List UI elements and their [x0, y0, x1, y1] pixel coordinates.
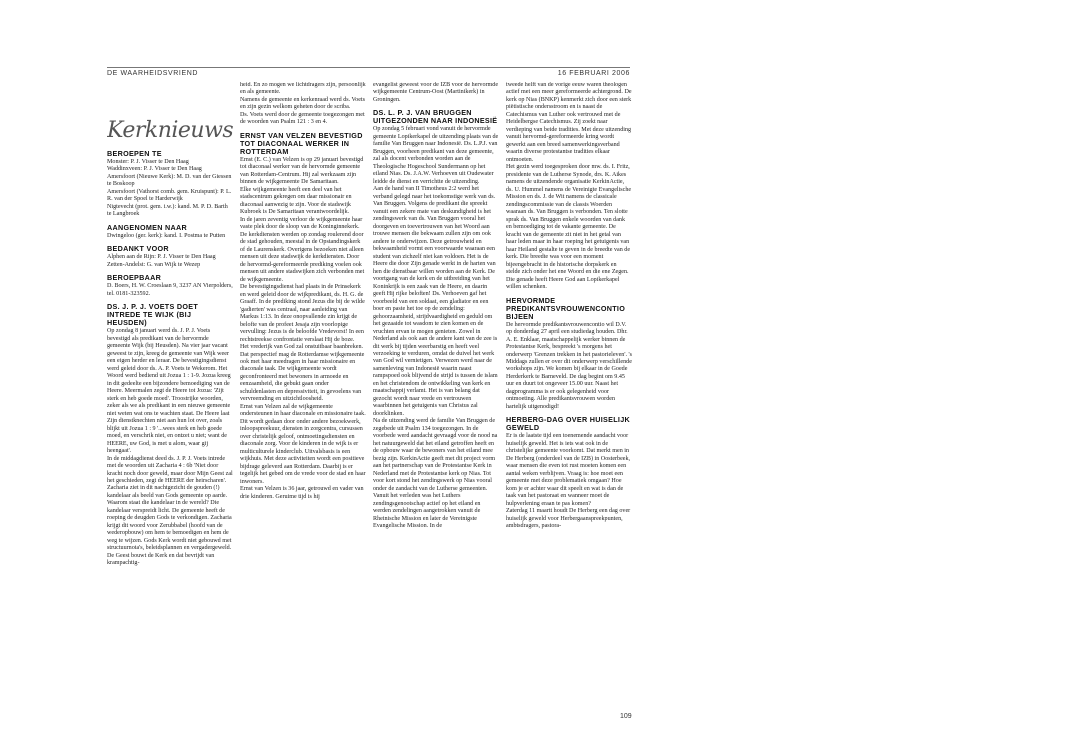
- heading-voets: DS. J. P. J. VOETS DOET INTREDE TE WIJK (BIJ HEUSDEN): [107, 302, 199, 328]
- text-vrouwencontio: De hervormde predikantsvrouwencontio wil D.V. op donderdag 27 april een studiedag houden. Dhr. A. E. Enklaar, maatschappelijk werker binnen de Protestantse Kerk, bespreekt 's morgens het onderwerp 'Grenzen trekken in het pastorieleven'. 's Middags zullen er over dit onderwerp verschillende workshops zijn. We komen bij elkaar in de Goede Herderkerk te Barneveld. De dag begint om 9.45 uur en duurt tot ongeveer 15.00 uur. Naast het dagprogramma is er ook gelegenheid voor ontmoeting. Alle predikantsvrouwen worden hartelijk uitgenodigd!: [506, 321, 632, 410]
- heading-velzen: ERNST VAN VELZEN BEVESTIGD TOT DIACONAAL WERKER IN ROTTERDAM: [240, 130, 363, 156]
- text-voets-continued: heid. En zo mogen we lichtdragers zijn, persoonlijk en als gemeente. Namens de gemeente en kerkenraad werd ds. Voets en zijn gezin welkom geheten door de scriba. Ds. Voets werd door de gemeente toegezongen met de woorden van Psalm 121 : 3 en 4.: [240, 82, 366, 126]
- heading-beroepen: BEROEPEN TE: [107, 149, 162, 158]
- heading-beroepbaar: BEROEPBAAR: [107, 273, 162, 283]
- heading-bruggen: DS. L. P. J. VAN BRUGGEN UITGEZONDEN NAAR INDONESIË: [373, 108, 498, 126]
- page-number: 109: [620, 713, 632, 720]
- text-beroepbaar: D. Boers, H. W. Croeslaan 9, 3237 AN Vierpolders, tel. 0181-323592.: [107, 283, 233, 297]
- text-voets: Op zondag 8 januari werd ds. J. P. J. Voets bevestigd als predikant van de hervormde gemeente Wijk (bij Heusden). Na vier jaar vacant geweest te zijn, kreeg de gemeente van Wijk weer een eigen herder en leraar. De bevestigingsdienst werd geleid door ds. A. P. Voets te Wekerom. Het Woord werd bediend uit Jozua 1 : 1-9. Jozua kreeg in dit gedeelte een bijzondere bemoediging van de Heere. Meermalen zegt de Heere tot Jozua: 'Zijt sterk en heb goede moed'. Troostrijke woorden, zeker als we als predikant in een nieuwe gemeente niet weten wat ons te wachten staat. De Heere laat Zijn dienstknechten niet aan hun lot over, zoals blijkt uit Jozua 1 : 9 '...wees sterk en heb goede moed, en verschrik niet, en ontzet u niet; want de HEERE, uw God, is met u alom, waar gij heengaat'. In de middagdienst deed ds. J. P. J. Voets intrede met de woorden uit Zacharia 4 : 6b 'Niet door kracht noch door geweld, maar door Mijn Geest zal het geschieden, zegt de HEERE der heirscharen'. Zacharia ziet in dit nachtgezicht de gouden (!) kandelaar als beeld van Gods gemeente op aarde. Waarom staat die kandelaar in de wereld? Die kandelaar verspreidt licht. De gemeente heeft de roeping de deugden Gods te verkondigen. Zacharia krijgt dit woord voor Zerubbabel (hoofd van de wederopbouw) om hem te bemoedigen en hem de weg te wijzen. Gods Kerk wordt niet gebouwd met structuurnota's, beleidsplannen en vergadergeweld. De Geest bouwt de Kerk en dat bevrijdt van krampachtig-: [107, 328, 233, 567]
- column-4: [506, 82, 632, 722]
- text-bruggen: Op zondag 5 februari vond vanuit de hervormde gemeente Lopikerkapel de uitzending plaats van de familie Van Bruggen naar Indonesië. Ds. L.P.J. van Bruggen, voorheen predikant van deze gemeente, zal als docent verbonden worden aan de Theologische Hogeschool Sundermann op het eiland Nias. Ds. J.A.W. Verhoeven uit Oudewater leidde de dienst en verrichtte de uitzending. Aan de hand van II Timotheus 2:2 werd het verband gelegd naar het toekomstige werk van ds. Van Bruggen. Volgens de predikant die spreekt vanuit een zekere mate van deskundigheid is het zendingswerk van ds. Van Bruggen vooral het doorgeven en toevertrouwen van het Woord aan trouwe mensen die bekwaam zullen zijn om ook andere te onderwijzen. Deze getrouwheid en bekwaamheid vormt een voorwaarde waaraan een student van zichzelf niet kan voldoen. Het is de Heere die door Zijn genade werkt in de harten van hen die dienstbaar willen worden aan de Kerk. De voortgang van de kerk en de uitbreiding van het Koninkrijk is een zaak van de Heere, en daarin geeft Hij rijke beloften! Ds. Verhoeven gaf het voorbeeld van een soldaat, een gladiator en een boer en paste het toe op de zendeling: gehoorzaamheid, strijdvaardigheid en geduld om het gezaaide tot wasdom te zien komen en de vruchten ervan te mogen genieten. Zowel in Nederland als ook aan de andere kant van de zee is dit werk bij tijden weerbarstig en heeft veel verzoeking te verduren, omdat de duivel het werk van God wil vernietigen. Verwezen werd naar de samenleving van Indonesië waarin naast rampspoed ook blijvend de strijd is tussen de islam en het christendom de ontwikkeling van kerk en maatschappij verlamt. Het is van belang dat gezocht wordt naar vrede en vertrouwen waarbinnen het getuigenis van Christus zal doorklinken. Na de uitzending werd de familie Van Bruggen de zegebede uit Psalm 134 toegezongen. In de voorbede werd aandacht gevraagd voor de nood na het natuurgeweld dat het eiland getroffen heeft en de opbouw waar de bewoners van het eiland mee bezig zijn. KerkinActie geeft met dit project vorm aan het partnerschap van de Protestantse Kerk in Nederland met de Protestantse kerk op Nias. Tot voor kort stond het zendingswerk op Nias vooral onder de zandacht van de Lutherse gemeenten. Vanuit het verleden was het Luthers zendingsgenootschap actief op het eiland en werden zendelingen aangetrokken vanuit de Rheinische Mission en later de Vereinigste Evangelische Mission. In de: [373, 126, 499, 530]
- text-bruggen-continued: tweede helft van de vorige eeuw waren theologen actief met een meer gereformeerde achtergrond. De kerk op Nias (BNKP) kenmerkt zich door een sterk piëtistische ondersstroom en is naast de Catechismus van Luther ook vertrouwd met de Heidelbergse Catechismus. Zij zoekt naar verdieping van beide tradities. Met deze uitzending vanuit hervormd-gereformeerde kring wordt gewerkt aan een breed samenwerkingsverband waarin diverse protestantse tradities elkaar ontmoeten. Het gezin werd toegesproken door mw. ds. I. Fritz, presidente van de Lutherse Synode, drs. K. Aikes namens de uitzendende organisatie KerkinActie, ds. U. Hummel namens de Vereinigte Evangelische Mission en ds. J. de Wit namens de classicale zendingscommissie van de classis Woerden waaraan ds. Van Bruggen is verbonden. Ten slotte sprak ds. Van Bruggen enkele woorden van dank en bemoediging tot de vakante gemeente. De kracht van de gemeente zit niet in het getal van haar leden maar in haar roeping het getuigenis van haar Heiland gestalte te geven in de breedte van de kerk. Die breedte was voor een moment bijeengebracht in de historische dorpskerk en stelde zich onder het ene Woord en die ene Zegen. Die genade heeft Heere God aan Lopikerkapel willen schenken.: [506, 82, 632, 291]
- column-3: [373, 82, 499, 722]
- text-beroepen: Monster: P. J. Visser te Den Haag Waddinxveen: P. J. Visser te Den Haag Amersfoort (Nieuwe Kerk): M. D. van der Giessen te Boskoop Amersfoort (Vathorst comb. gem. Kruispunt): P. L. R. van der Spoel te Harderwijk Nigtevecht (prot. gem. i.w.): kand. M. P. D. Barth te Langbroek: [107, 159, 232, 218]
- heading-aangenomen: AANGENOMEN NAAR: [107, 222, 187, 232]
- text-aangenomen: Dwingeloo (ger. kerk): kand. I. Postma te Putten: [107, 232, 226, 239]
- heading-herberg: HERBERG-DAG OVER HUISELIJK GEWELD: [506, 415, 631, 433]
- column-2: [240, 82, 366, 722]
- publication-name: DE WAARHEIDSVRIEND: [107, 70, 199, 77]
- heading-bedankt: BEDANKT VOOR: [107, 244, 169, 254]
- text-herberg: Er is de laatste tijd een toenemende aandacht voor huiselijk geweld. Het is iets wat ook in de christelijke gemeente voorkomt. Dat merkt men in De Herberg (onderdeel van de IZB) in Oosterbeek, waar mensen die even tot rust moeten komen een aantal weken verblijven. Vraag is: hoe moet een gemeente met deze problematiek omgaan? Hoe kom je er achter waar dit speelt en wat is dan de taak van het pastoraat en wanneer moet de hulpverlening eraan te pas komen? Zaterdag 11 maartt houdt De Herberg een dag over huiselijk geweld voor Herbergaanspreekpunten, ambtsdragers, pastora-: [506, 433, 631, 530]
- text-velzen-continued: evangelist geweest voor de IZB voor de hervormde wijkgemeente Centrum-Oost (Martinikerk) in Groningen.: [373, 82, 499, 103]
- issue-date: 16 FEBRUARI 2006: [557, 70, 630, 77]
- text-velzen: Ernst (E. C.) van Velzen is op 29 januari bevestigd tot diaconaal werker van de hervormde gemeente van Rotterdam-Centrum. Hij zal werkzaam zijn binnen de wijkgemeente De Samaritaan. Elke wijkgemeente heeft een deel van het stadscentrum gekregen om daar missionair en diaconaal aanwezig te zijn. Voor de stadswijk Kubroek is De Samaritaan verantwoordelijk. In de jaren zeventig verloor de wijkgemeente haar vaste plek door de sloop van de Koninginnekerk. De kerkdiensten werden op zondag roulerend door de stad gehouden, meestal in de Opstandingskerk of de Laurenskerk. Overigens bezoeken niet alleen mensen uit deze stadswijk de kerkdiensten. Door de hervormd-gereformeerde prediking voelen ook mensen uit andere stadswijken zich verbonden met de wijkgemeente. De bevestigingsdienst had plaats in de Prinsekerk en werd geleid door de wijkpredikant, ds. H. G. de Graaff. In de prediking stond Jezus die bij de wilde 'gadierten' was centraal, naar aanleiding van Markus 1:13. In deze onopvallende zin krijgt de belofte van de profeet Jesaja zijn voorlopige vervulling: Jezus is de beloofde Vredevorst! In een rechtstreekse confrontatie verslaat Hij de boze. Het vrederijk van God zal onstuitbaar baanbreken. Dat perspectief mag de Rotterdamse wijkgemeente ook met haar meedragen in haar missionaire en diaconale taak. De wijkgemeente wordt geconfronteerd met bewoners in armoede en eenzaamheid, die gebukt gaan onder schuldenlasten en depressiviteit, in gevoelens van vervreemding en uitzichtloosheid. Ernst van Velzen zal de wijkgemeente ondersteunen in haar diaconale en missionaire taak. Dit wordt gedaan door onder andere bezoekwerk, inloopspreekuur, diensten in zorgcentra, cursussen over christelijk geloof, ontmoetingsdiensten en diaconale zorg. Voor de kinderen in de wijk is er multiculturele kinderclub. Uitvalsbasis is een wijkhuis. Met deze activiteiten wordt een positieve bijdrage geleverd aan Rotterdam. Daarbij is er tegelijk het gebed om de vrede voor de stad en haar inwoners. Ernst van Velzen is 36 jaar, getrouwd en vader van drie kinderen. Geruime tijd is hij: [240, 156, 366, 500]
- section-masthead: Kerknieuws: [107, 118, 233, 143]
- text-bedankt: Alphen aan de Rijn: P. J. Visser te Den Haag Zetten-Andelst: G. van Wijk te Wezep: [107, 254, 216, 268]
- column-1: [107, 82, 233, 722]
- page-header: [107, 67, 630, 77]
- heading-vrouwencontio: HERVORMDE PREDIKANTSVROUWENCONTIO BIJEEN: [506, 295, 626, 321]
